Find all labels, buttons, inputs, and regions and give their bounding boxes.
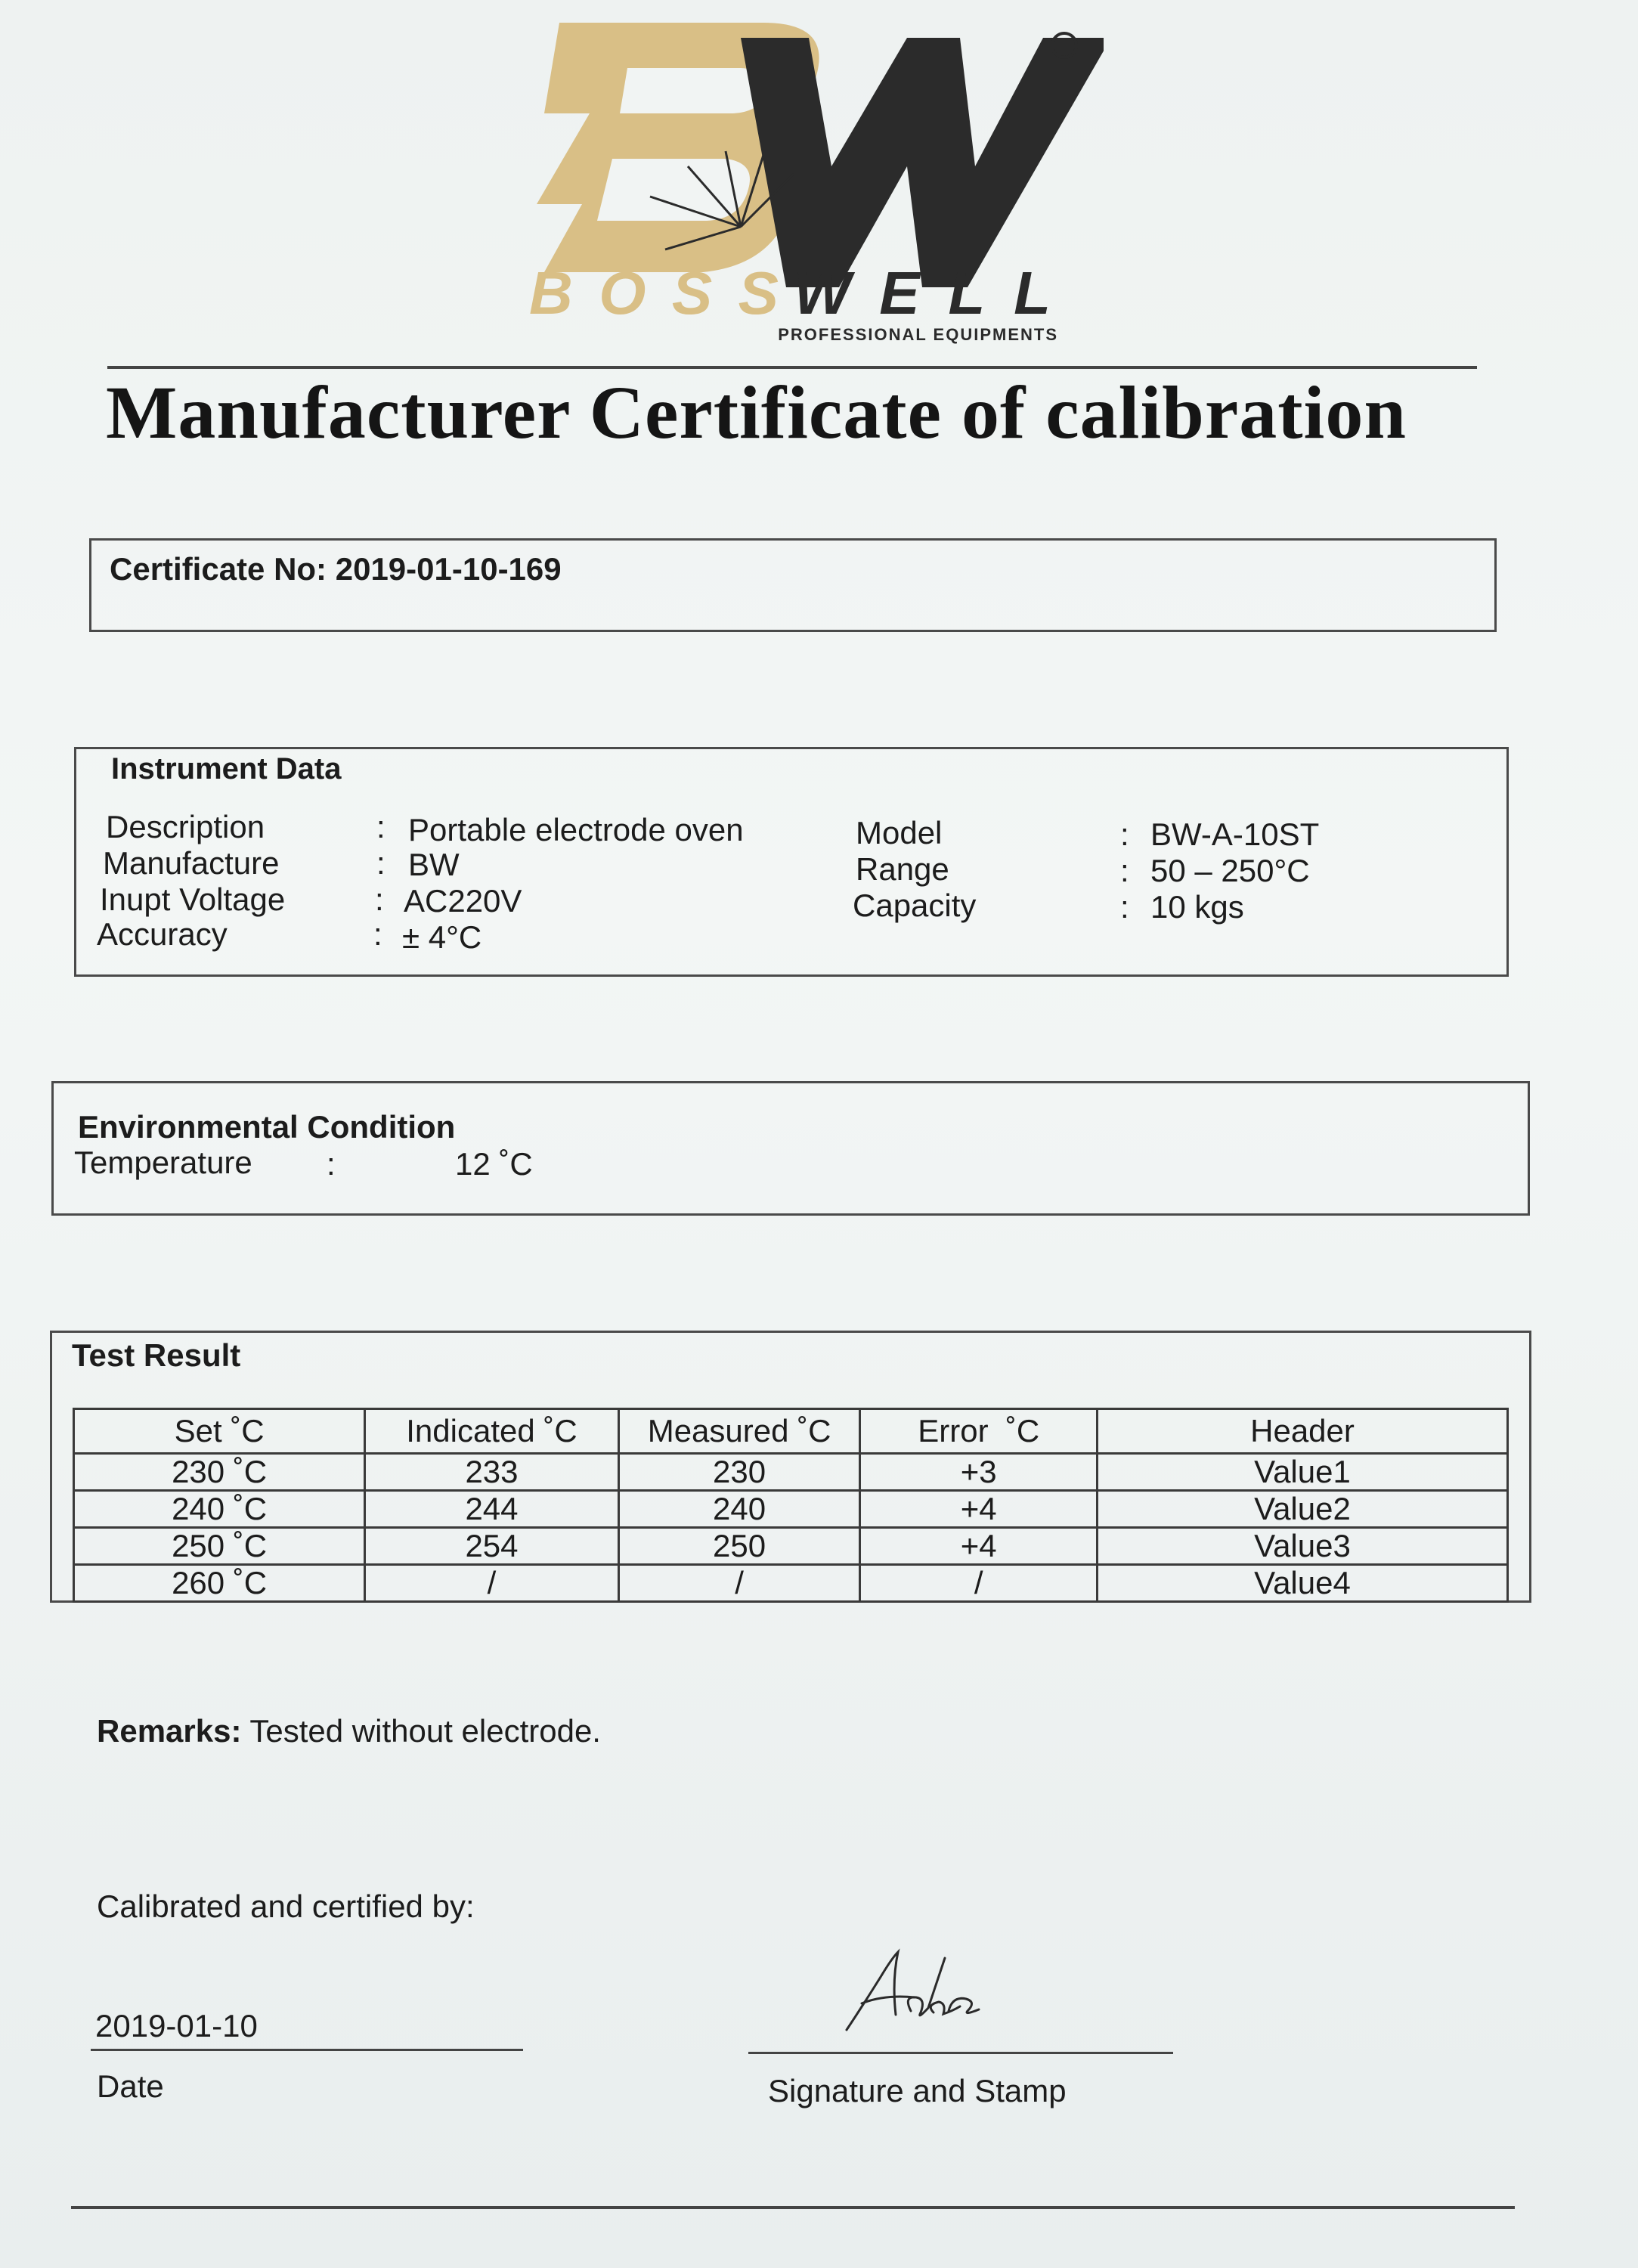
column-header: Set ˚C bbox=[74, 1409, 365, 1454]
table-cell: Value3 bbox=[1098, 1528, 1508, 1565]
table-cell: 260 ˚C bbox=[74, 1565, 365, 1602]
colon: : bbox=[376, 845, 386, 881]
signature-label: Signature and Stamp bbox=[768, 2073, 1067, 2108]
colon: : bbox=[375, 881, 384, 917]
column-header: Measured ˚C bbox=[618, 1409, 860, 1454]
field-accuracy-value: ± 4°C bbox=[402, 919, 482, 955]
field-model-label: Model bbox=[856, 815, 943, 850]
bosswell-logo bbox=[514, 23, 1104, 348]
temperature-value: 12 ˚C bbox=[455, 1146, 533, 1182]
field-description-value: Portable electrode oven bbox=[408, 812, 744, 847]
logo-letter-w bbox=[741, 38, 1104, 287]
colon: : bbox=[373, 916, 382, 952]
table-cell: +3 bbox=[860, 1454, 1098, 1491]
table-cell: 230 bbox=[618, 1454, 860, 1491]
environment-heading: Environmental Condition bbox=[78, 1109, 456, 1145]
field-description-label: Description bbox=[106, 809, 265, 844]
table-cell: / bbox=[860, 1565, 1098, 1602]
colon: : bbox=[1120, 853, 1129, 888]
date-label: Date bbox=[97, 2068, 164, 2104]
logo-word-boss: BOSS bbox=[529, 259, 779, 327]
certificate-number: 2019-01-10-169 bbox=[335, 551, 562, 587]
field-accuracy-label: Accuracy bbox=[97, 916, 228, 952]
field-voltage-value: AC220V bbox=[404, 883, 522, 919]
table-cell: 230 ˚C bbox=[74, 1454, 365, 1491]
certificate-box bbox=[89, 538, 1497, 632]
signature bbox=[831, 1935, 1005, 2041]
signature-line bbox=[748, 2052, 1173, 2054]
logo-word-well: WELL bbox=[794, 259, 1051, 327]
instrument-heading: Instrument Data bbox=[111, 752, 342, 785]
date-value: 2019-01-10 bbox=[95, 2008, 258, 2043]
field-capacity-value: 10 kgs bbox=[1150, 889, 1244, 925]
table-cell: / bbox=[618, 1565, 860, 1602]
field-range-value: 50 – 250°C bbox=[1150, 853, 1310, 888]
date-line bbox=[91, 2049, 523, 2051]
temperature-label: Temperature bbox=[74, 1145, 252, 1180]
table-cell: 233 bbox=[365, 1454, 619, 1491]
table-cell: +4 bbox=[860, 1528, 1098, 1565]
colon: : bbox=[1120, 889, 1129, 925]
table-cell: Value1 bbox=[1098, 1454, 1508, 1491]
column-header: Indicated ˚C bbox=[365, 1409, 619, 1454]
page-title: Manufacturer Certificate of calibration bbox=[106, 370, 1407, 454]
field-manufacture-label: Manufacture bbox=[103, 845, 280, 881]
colon: : bbox=[376, 809, 386, 844]
test-result-table bbox=[73, 1408, 1509, 1603]
field-range-label: Range bbox=[856, 851, 949, 887]
field-voltage-label: Inupt Voltage bbox=[100, 881, 286, 917]
certificate-number-line bbox=[110, 551, 562, 587]
table-cell: 240 bbox=[618, 1491, 860, 1528]
table-row bbox=[74, 1565, 1508, 1602]
table-row bbox=[74, 1491, 1508, 1528]
remarks-text: Tested without electrode. bbox=[249, 1713, 601, 1749]
field-capacity-label: Capacity bbox=[853, 888, 977, 923]
certified-by-label: Calibrated and certified by: bbox=[97, 1888, 475, 1924]
field-model-value: BW-A-10ST bbox=[1150, 816, 1320, 852]
table-cell: 244 bbox=[365, 1491, 619, 1528]
table-cell: 254 bbox=[365, 1528, 619, 1565]
remarks-label: Remarks: bbox=[97, 1713, 242, 1749]
colon: : bbox=[1120, 816, 1129, 852]
environment-box bbox=[51, 1081, 1530, 1216]
test-result-heading: Test Result bbox=[72, 1337, 241, 1373]
column-header: Error ˚C bbox=[860, 1409, 1098, 1454]
field-manufacture-value: BW bbox=[408, 847, 460, 882]
table-row bbox=[74, 1454, 1508, 1491]
certificate-label: Certificate No: bbox=[110, 551, 327, 587]
table-cell: +4 bbox=[860, 1491, 1098, 1528]
table-header-row bbox=[74, 1409, 1508, 1454]
table-cell: 250 ˚C bbox=[74, 1528, 365, 1565]
footer-rule bbox=[71, 2206, 1515, 2209]
logo-tagline: PROFESSIONAL EQUIPMENTS bbox=[778, 325, 1058, 344]
table-cell: Value2 bbox=[1098, 1491, 1508, 1528]
table-row bbox=[74, 1528, 1508, 1565]
temperature-colon: : bbox=[327, 1146, 336, 1182]
column-header: Header bbox=[1098, 1409, 1508, 1454]
remarks-line bbox=[97, 1713, 601, 1749]
table-cell: Value4 bbox=[1098, 1565, 1508, 1602]
table-cell: / bbox=[365, 1565, 619, 1602]
table-cell: 240 ˚C bbox=[74, 1491, 365, 1528]
table-cell: 250 bbox=[618, 1528, 860, 1565]
